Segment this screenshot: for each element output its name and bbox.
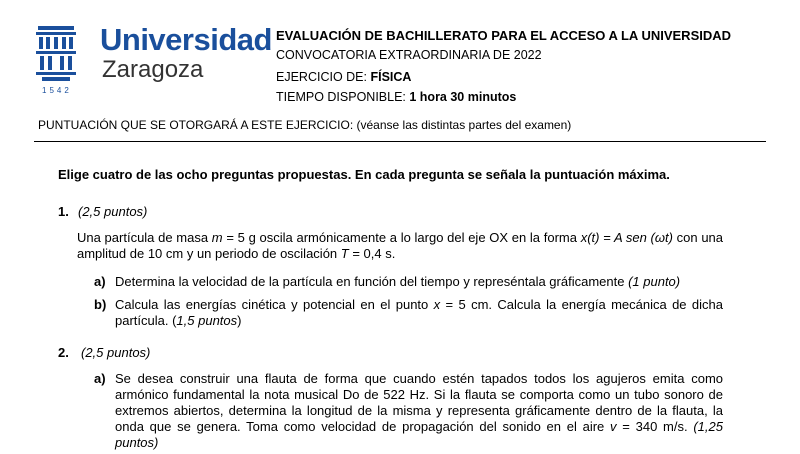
question-2-number: 2. [58,345,69,360]
time-value: 1 hora 30 minutos [409,90,517,104]
exercise-line [276,70,411,84]
exam-title: EVALUACIÓN DE BACHILLERATO PARA EL ACCESO A LA UNIVERSIDAD [276,28,732,43]
q2a-var-v: v [610,419,617,434]
instructions-part1: Elige cuatro de las ocho preguntas propuestas [58,167,348,182]
exam-session: CONVOCATORIA EXTRAORDINARIA DE 2022 [276,48,542,62]
q1-item-a-letter: a) [94,274,106,289]
q2a-text-1: Se desea construir una flauta de forma que cuando estén tapados todos los agujeros emita como armónico fundamental la nota musical Do de 522 Hz. Si la flauta se comporta como un tubo sonoro de extremos abiertos, determina la longitud de la misma y representa gráficamente dentro de la flauta, la onda que se genera. Toma como velocidad de propagación del sonido en el aire [115,371,723,434]
q1-text-4: = 0,4 s. [348,246,396,261]
q1-formula: x(t) = A sen (ωt) [580,230,673,245]
logo-name-line2: Zaragoza [102,56,204,83]
q1-item-b-text [115,297,723,329]
header-divider [34,141,766,142]
q1-text-1: Una partícula de masa [77,230,212,245]
time-label: TIEMPO DISPONIBLE: [276,90,410,104]
q2a-text-2: = 340 m/s. [616,419,694,434]
score-note: PUNTUACIÓN QUE SE OTORGARÁ A ESTE EJERCICIO: (véanse las distintas partes del examen) [38,118,572,132]
question-1-points: (2,5 puntos) [78,204,148,219]
instructions-part2: . En cada pregunta se señala la puntuación máxima. [347,167,670,182]
exercise-label: EJERCICIO DE: [276,70,371,84]
question-2-points: (2,5 puntos) [81,345,151,360]
q1-item-a-text [115,274,723,290]
q1-var-m: m [211,230,223,245]
q1-item-b-letter: b) [94,297,107,312]
logo-name-line1: Universidad [100,22,272,57]
q2a-points: (1,25 puntos) [115,419,723,450]
building-emblem-icon [34,24,78,88]
question-1-number: 1. [58,204,69,219]
q1b-text-2: = 5 cm. Calcula la energía mecánica de dicha partícula. ( [115,297,723,328]
q1-text-3: con una amplitud de 10 cm y un periodo de oscilación [77,230,724,261]
logo-year: 1542 [42,86,72,95]
q1b-text-1: Calcula las energías cinética y potencial en el punto [115,297,434,312]
question-1-statement [77,230,723,262]
time-line [276,90,516,104]
q1a-text: Determina la velocidad de la partícula en función del tiempo y represéntala gráficamente [115,274,629,289]
q1b-close: ) [237,313,242,328]
q1-text-2: = 5 g oscila armónicamente a lo largo del eje OX en la forma [222,230,581,245]
q1a-points: (1 punto) [628,274,681,289]
exercise-value: FÍSICA [370,70,412,84]
university-logo [34,24,274,100]
instructions [58,167,670,182]
q1-var-T: T [340,246,349,261]
q1b-var-x: x [433,297,441,312]
q1b-points: 1,5 puntos [176,313,238,328]
q2-item-a-text [115,371,723,451]
q2-item-a-letter: a) [94,371,106,386]
